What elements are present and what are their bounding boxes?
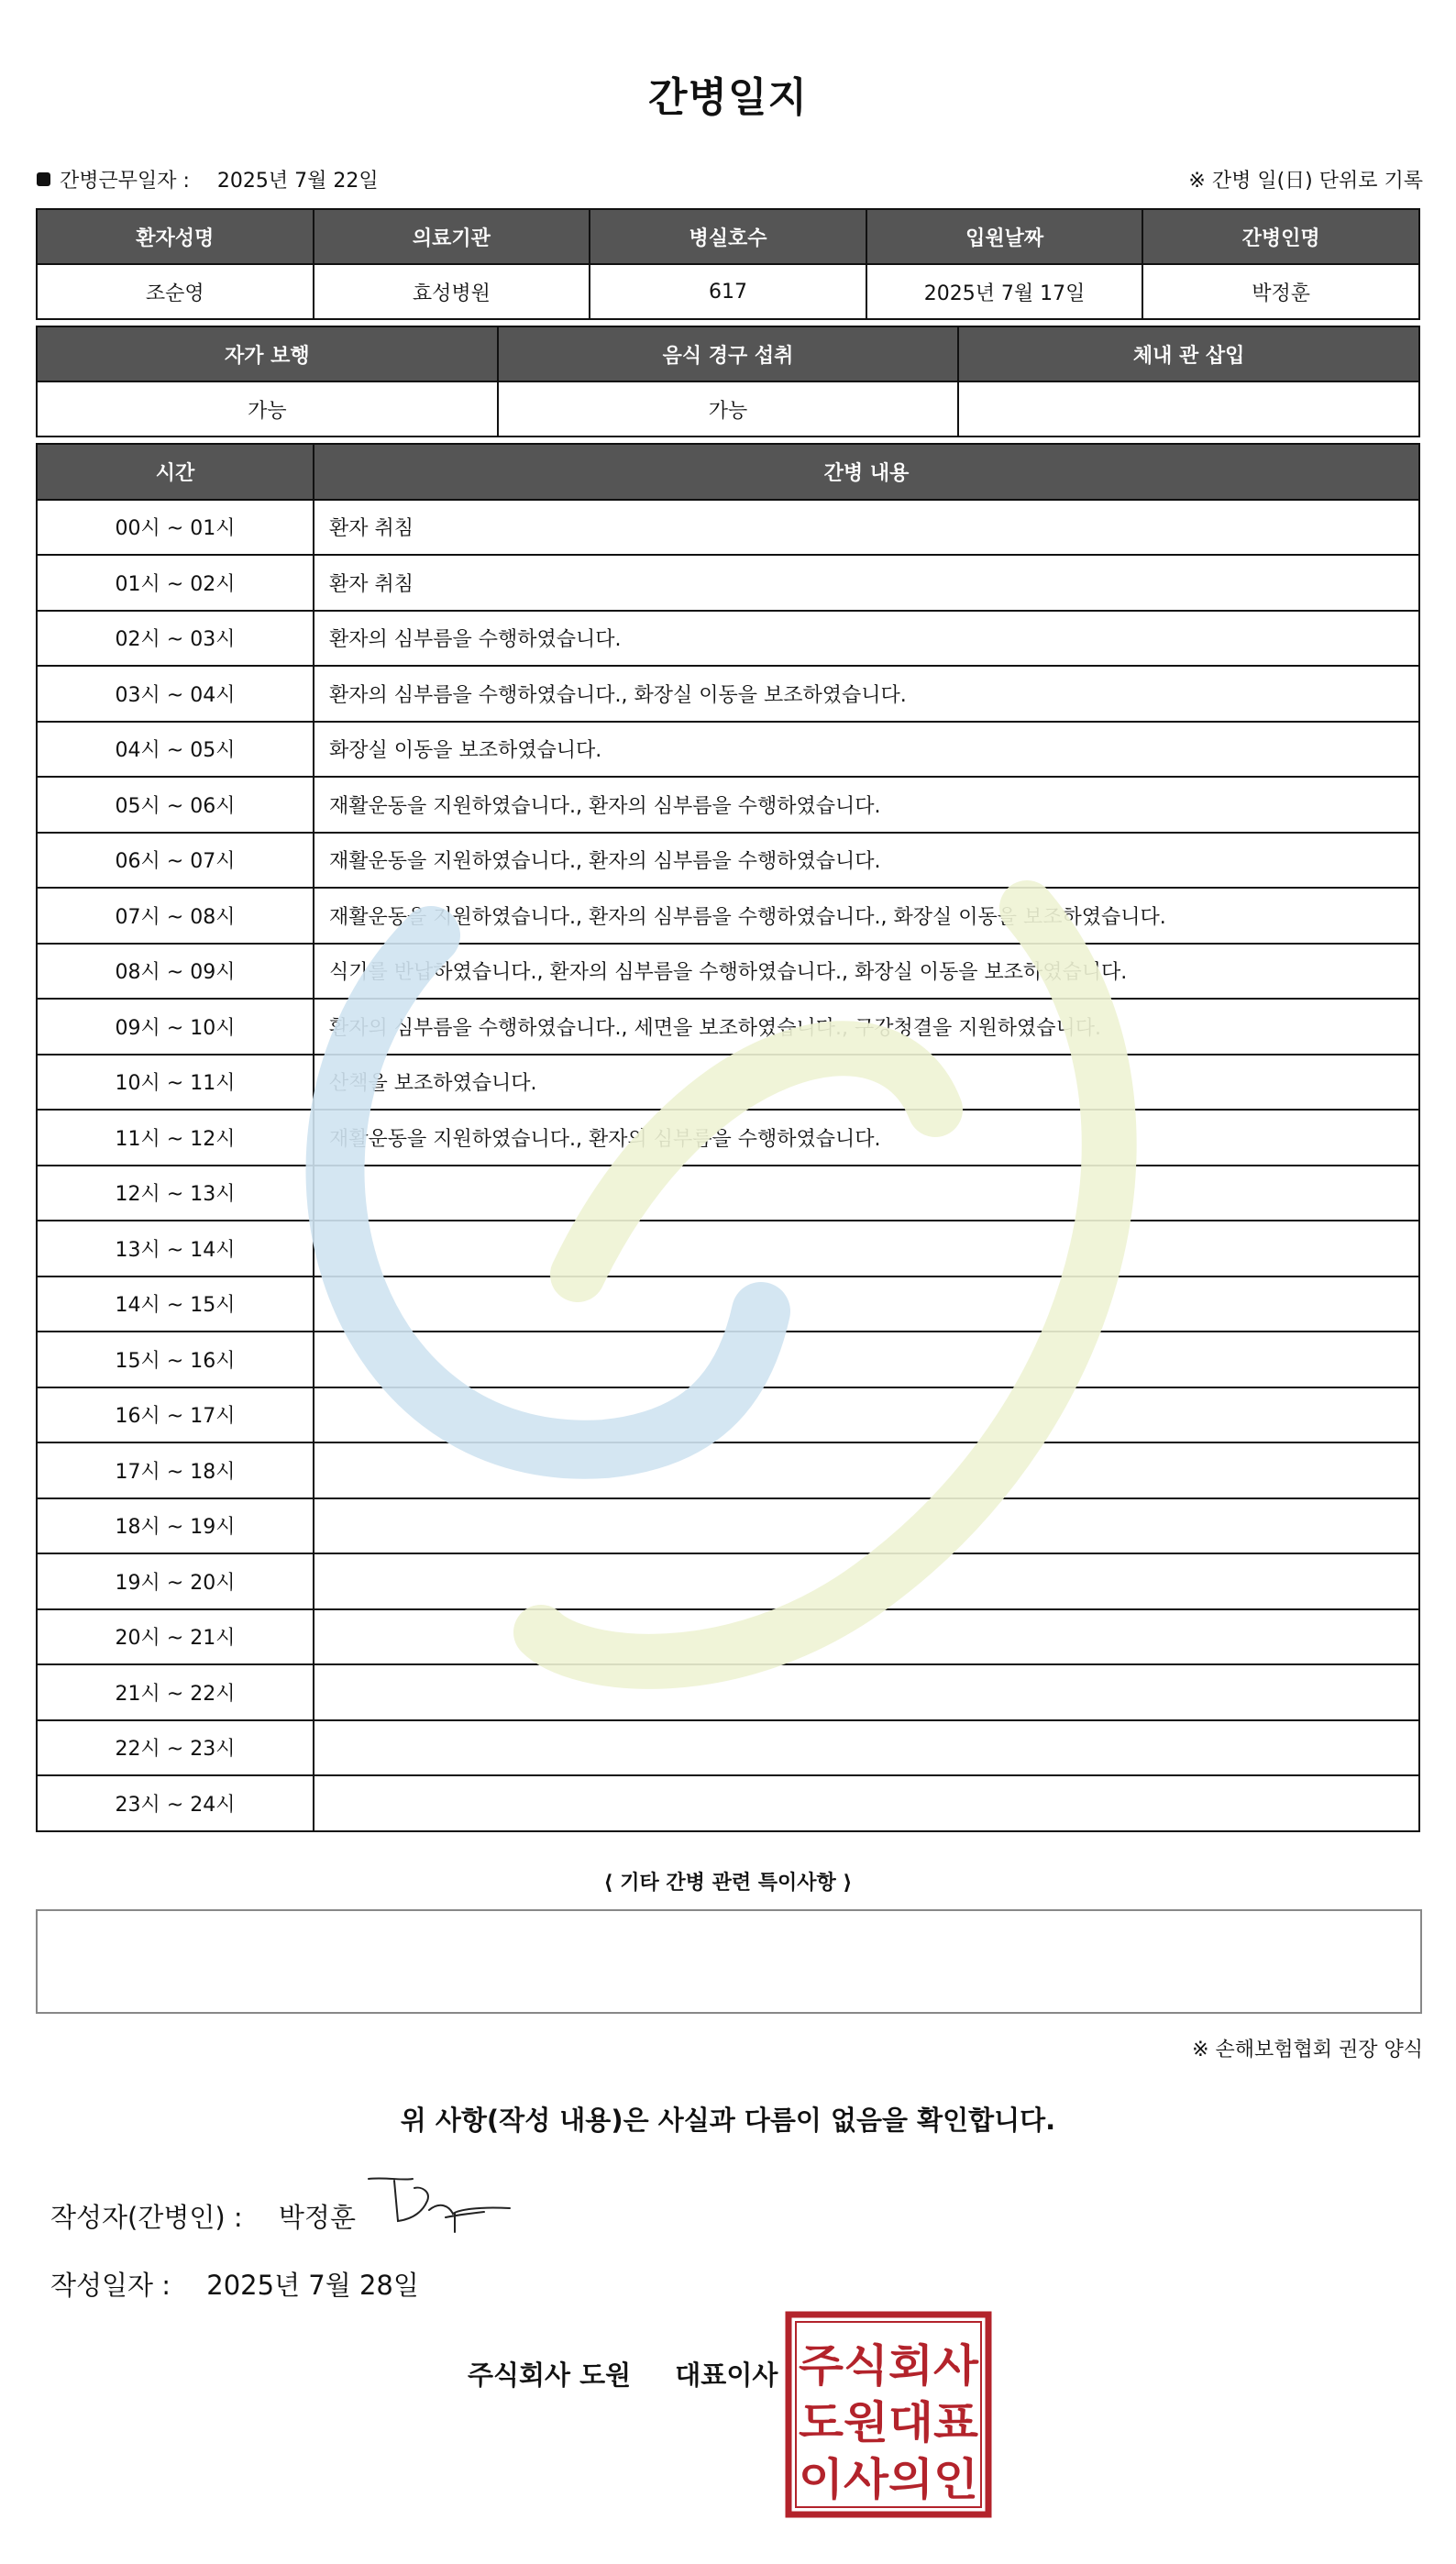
company-name: 주식회사 도원 — [468, 2360, 632, 2391]
log-row — [37, 888, 1419, 944]
writer-line — [50, 2197, 356, 2235]
patient-status-table — [36, 326, 1420, 437]
log-row — [37, 722, 1419, 778]
log-time: 11시 ~ 12시 — [37, 1110, 314, 1166]
log-time: 10시 ~ 11시 — [37, 1055, 314, 1111]
record-unit-note: ※ 간병 일(日) 단위로 기록 — [1188, 170, 1423, 193]
log-content — [314, 1387, 1419, 1443]
log-row — [37, 1553, 1419, 1609]
log-row — [37, 944, 1419, 1000]
log-time: 08시 ~ 09시 — [37, 944, 314, 1000]
log-time: 14시 ~ 15시 — [37, 1276, 314, 1332]
log-time: 15시 ~ 16시 — [37, 1332, 314, 1387]
status-header: 음식 경구 섭취 — [498, 326, 959, 381]
care-log-table — [36, 443, 1420, 1832]
log-time: 03시 ~ 04시 — [37, 666, 314, 722]
log-content — [314, 1775, 1419, 1831]
log-row — [37, 1720, 1419, 1776]
log-row — [37, 1221, 1419, 1276]
log-content — [314, 1720, 1419, 1776]
care-content-header: 간병 내용 — [314, 444, 1419, 500]
log-row — [37, 1276, 1419, 1332]
work-date-label: 간병근무일자 : — [60, 170, 190, 193]
log-time: 18시 ~ 19시 — [37, 1498, 314, 1554]
log-time: 01시 ~ 02시 — [37, 555, 314, 611]
writer-name: 박정훈 — [278, 2202, 356, 2233]
info-header: 입원날짜 — [866, 209, 1143, 264]
log-content: 재활운동을 지원하였습니다., 환자의 심부름을 수행하였습니다. — [314, 1110, 1419, 1166]
log-row — [37, 833, 1419, 889]
info-header: 의료기관 — [314, 209, 590, 264]
log-row — [37, 1387, 1419, 1443]
log-row — [37, 777, 1419, 833]
log-row — [37, 1775, 1419, 1831]
log-content — [314, 1221, 1419, 1276]
log-time: 16시 ~ 17시 — [37, 1387, 314, 1443]
confirmation-statement: 위 사항(작성 내용)은 사실과 다름이 없음을 확인합니다. — [400, 2105, 1056, 2136]
log-row — [37, 1055, 1419, 1111]
log-row — [37, 1110, 1419, 1166]
log-row — [37, 1664, 1419, 1720]
log-row — [37, 1498, 1419, 1554]
log-content: 화장실 이동을 보조하였습니다. — [314, 722, 1419, 778]
time-header: 시간 — [37, 444, 314, 500]
log-time: 13시 ~ 14시 — [37, 1221, 314, 1276]
written-date-value: 2025년 7월 28일 — [206, 2270, 419, 2301]
handwritten-signature — [367, 2173, 513, 2238]
status-header: 체내 관 삽입 — [958, 326, 1419, 381]
log-time: 21시 ~ 22시 — [37, 1664, 314, 1720]
log-row — [37, 1332, 1419, 1387]
written-date-line — [50, 2265, 419, 2303]
caregiver-name: 박정훈 — [1142, 264, 1419, 319]
log-content — [314, 1553, 1419, 1609]
status-header: 자가 보행 — [37, 326, 498, 381]
self-walking-value: 가능 — [37, 381, 498, 437]
log-content: 재활운동을 지원하였습니다., 환자의 심부름을 수행하였습니다. — [314, 777, 1419, 833]
log-time: 20시 ~ 21시 — [37, 1609, 314, 1665]
log-content — [314, 1276, 1419, 1332]
seal-text-line-3: 이사의인 — [799, 2454, 978, 2505]
log-row — [37, 500, 1419, 556]
log-content: 환자 취침 — [314, 500, 1419, 556]
written-date-label: 작성일자 : — [50, 2270, 171, 2301]
log-row — [37, 666, 1419, 722]
log-content: 환자 취침 — [314, 555, 1419, 611]
log-content: 산책을 보조하였습니다. — [314, 1055, 1419, 1111]
patient-info-table — [36, 208, 1420, 320]
log-time: 17시 ~ 18시 — [37, 1442, 314, 1498]
info-header: 환자성명 — [37, 209, 314, 264]
log-content: 재활운동을 지원하였습니다., 환자의 심부름을 수행하였습니다. — [314, 833, 1419, 889]
log-row — [37, 1166, 1419, 1221]
hospital-name: 효성병원 — [314, 264, 590, 319]
bullet-square-icon — [37, 172, 50, 186]
company-line — [468, 2355, 778, 2393]
page-title: 간병일지 — [647, 74, 808, 121]
patient-name: 조순영 — [37, 264, 314, 319]
work-date — [37, 165, 379, 193]
log-time: 22시 ~ 23시 — [37, 1720, 314, 1776]
log-time: 12시 ~ 13시 — [37, 1166, 314, 1221]
log-time: 05시 ~ 06시 — [37, 777, 314, 833]
special-notes-box — [36, 1909, 1422, 2014]
tube-insertion-value — [958, 381, 1419, 437]
log-content — [314, 1332, 1419, 1387]
work-date-value: 2025년 7월 22일 — [216, 170, 379, 193]
info-header: 병실호수 — [590, 209, 866, 264]
admission-date: 2025년 7월 17일 — [866, 264, 1143, 319]
seal-text-line-2: 도원대표 — [799, 2397, 979, 2448]
log-time: 07시 ~ 08시 — [37, 888, 314, 944]
log-time: 09시 ~ 10시 — [37, 999, 314, 1055]
association-note: ※ 손해보험협회 권장 양식 — [1192, 2039, 1423, 2061]
log-content — [314, 1498, 1419, 1554]
log-content — [314, 1664, 1419, 1720]
writer-label: 작성자(간병인) : — [50, 2202, 243, 2233]
log-content — [314, 1166, 1419, 1221]
log-content: 재활운동을 지원하였습니다., 환자의 심부름을 수행하였습니다., 화장실 이동을 보조하였습니다. — [314, 888, 1419, 944]
room-number: 617 — [590, 264, 866, 319]
seal-text-line-1: 주식회사 — [799, 2340, 979, 2392]
log-row — [37, 1609, 1419, 1665]
special-notes-title: ⟨ 기타 간병 관련 특이사항 ⟩ — [603, 1872, 853, 1895]
log-row — [37, 1442, 1419, 1498]
representative-title: 대표이사 — [675, 2360, 778, 2391]
log-row — [37, 999, 1419, 1055]
log-time: 06시 ~ 07시 — [37, 833, 314, 889]
oral-intake-value: 가능 — [498, 381, 959, 437]
info-header: 간병인명 — [1142, 209, 1419, 264]
log-time: 00시 ~ 01시 — [37, 500, 314, 556]
log-time: 02시 ~ 03시 — [37, 611, 314, 667]
log-content — [314, 1442, 1419, 1498]
log-row — [37, 611, 1419, 667]
log-time: 19시 ~ 20시 — [37, 1553, 314, 1609]
log-content: 식기를 반납하였습니다., 환자의 심부름을 수행하였습니다., 화장실 이동을 보조하였습니다. — [314, 944, 1419, 1000]
company-seal-stamp — [785, 2311, 992, 2518]
log-time: 23시 ~ 24시 — [37, 1775, 314, 1831]
log-content: 환자의 심부름을 수행하였습니다. — [314, 611, 1419, 667]
log-time: 04시 ~ 05시 — [37, 722, 314, 778]
log-content: 환자의 심부름을 수행하였습니다., 화장실 이동을 보조하였습니다. — [314, 666, 1419, 722]
log-content — [314, 1609, 1419, 1665]
log-content: 환자의 심부름을 수행하였습니다., 세면을 보조하였습니다., 구강청결을 지원하였습니다. — [314, 999, 1419, 1055]
log-row — [37, 555, 1419, 611]
